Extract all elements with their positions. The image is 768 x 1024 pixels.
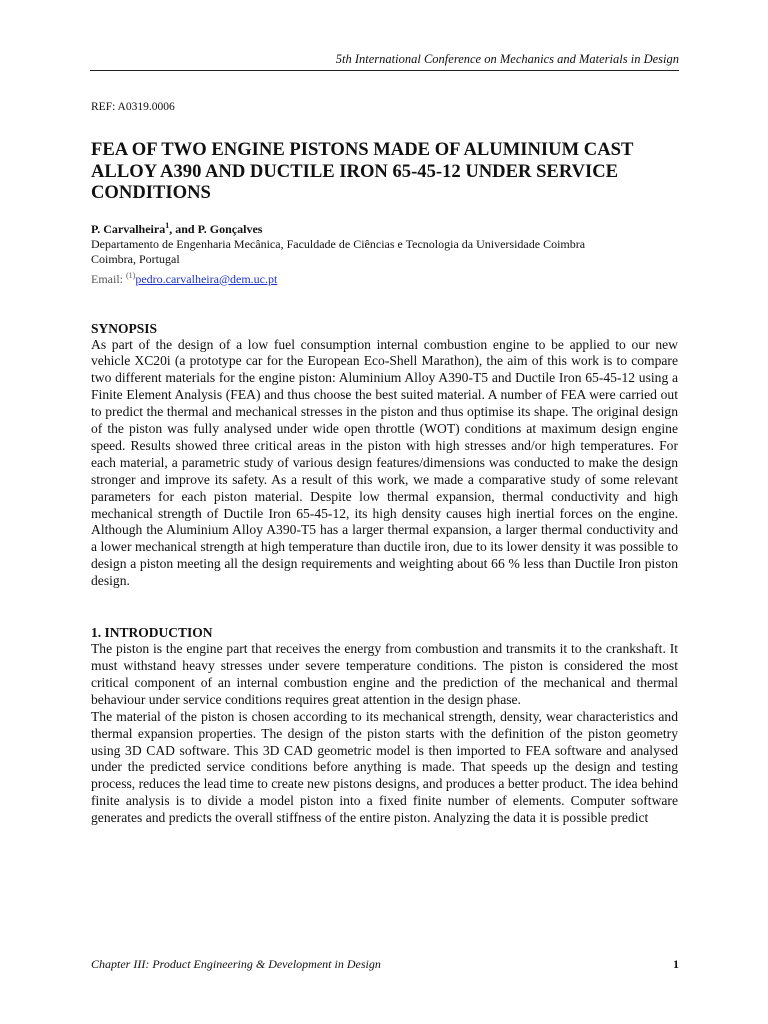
page-content: [91, 100, 678, 827]
email-marker: (1): [126, 270, 136, 280]
reference-number: REF: A0319.0006: [91, 101, 175, 113]
synopsis-text: As part of the design of a low fuel consumption internal combustion engine to be applied to our new vehicle XC20i (a prototype car for the European Eco-Shell Marathon), the aim of this work is to compare two different materials for the engine piston: Aluminium Alloy A390-T5 and Ductile Iron 65-45-12 using a Finite Element Analysis (FEA) and thus choose the best suited material. A number of FEA were carried out to predict the thermal and mechanical stresses in the piston and thus optimise its shape. The original design of the piston was fully analysed under wide open throttle (WOT) conditions at maximum design engine speed. Results showed three critical areas in the piston with high stresses and/or high temperatures. For each material, a parametric study of various design features/dimensions was conducted to make the design stronger and improve its safety. As a result of this work, we made a comparative study of some relevant parameters for each piston material. Despite low thermal expansion, thermal conductivity and high mechanical strength of Ductile Iron 65-45-12, its high density causes high inertial forces on the engine. Although the Aluminium Alloy A390-T5 has a larger thermal expansion, a larger thermal conductivity and a lower mechanical strength at high temperature than ductile iron, due to its lower density it was possible to design a piston meeting all the design requirements and weighting about 66 % less than Ductile Iron piston design.: [91, 336, 678, 589]
introduction-heading: 1. INTRODUCTION: [91, 625, 213, 641]
running-head: 5th International Conference on Mechanics and Materials in Design: [335, 52, 679, 66]
synopsis-heading: SYNOPSIS: [91, 320, 158, 336]
author-first: P. Carvalheira: [91, 221, 166, 236]
author-rest: , and P. Gonçalves: [169, 221, 263, 236]
author-affiliation-marker: 1: [165, 220, 170, 230]
introduction-paragraph-2: The material of the piston is chosen according to its mechanical strength, density, wear characteristics and thermal expansion properties. The design of the piston starts with the definition of the piston geometry using 3D CAD software. This 3D CAD geometric model is then imported to FEA software and analysed under the predicted service conditions before anything is made. That speeds up the design and testing process, reduces the lead time to create new pistons designs, and produces a better product. The idea behind finite analysis is to divide a model piston into a fixed finite number of elements. Computer software generates and predicts the overall stiffness of the entire piston. Analyzing the data it is possible predict: [91, 708, 678, 826]
email-label: Email:: [91, 271, 126, 286]
authors: [91, 219, 678, 236]
footer-chapter: Chapter III: Product Engineering & Development in Design: [91, 957, 381, 971]
email-link[interactable]: pedro.carvalheira@dem.uc.pt: [135, 271, 278, 286]
affiliation-line-2: Coimbra, Portugal: [91, 252, 180, 266]
page-number: 1: [673, 957, 679, 971]
header-rule: [90, 70, 679, 71]
affiliation-line-1: Departamento de Engenharia Mecânica, Faculdade de Ciências e Tecnologia da Universidade Coimbra: [91, 236, 586, 251]
introduction-paragraph-1: The piston is the engine part that receives the energy from combustion and transmits it to the crankshaft. It must withstand heavy stresses under severe temperature conditions. The piston is considered the most critical component of an internal combustion engine and the prediction of the mechanical and thermal behaviour under service conditions requires great attention in the design phase.: [91, 641, 678, 707]
affiliation: [91, 237, 678, 268]
paper-title: FEA OF TWO ENGINE PISTONS MADE OF ALUMINIUM CAST ALLOY A390 AND DUCTILE IRON 65-45-12 UNDER SERVICE CONDITIONS: [91, 139, 634, 203]
page-footer: [91, 957, 679, 972]
email-line: [91, 268, 678, 287]
